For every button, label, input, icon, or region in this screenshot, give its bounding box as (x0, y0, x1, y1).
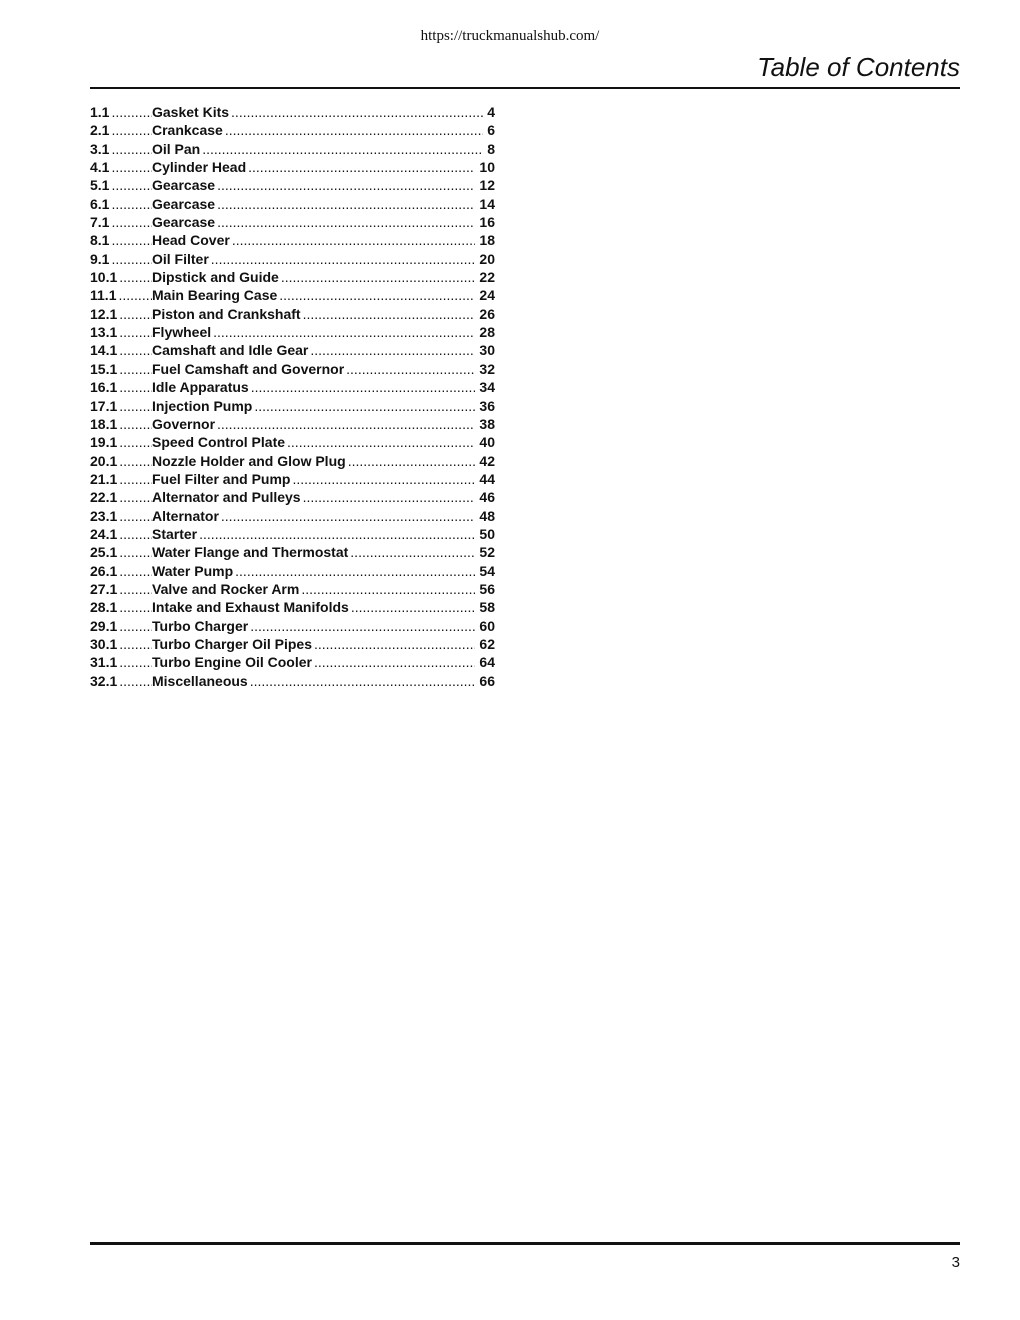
toc-entry-title: Camshaft and Idle Gear (152, 342, 309, 359)
toc-leader-dots (119, 507, 152, 525)
toc-leader-dots (119, 543, 152, 561)
toc-entry-page: 10 (479, 159, 495, 176)
toc-entry-number-group (90, 268, 152, 286)
toc-leader-dots (281, 268, 476, 286)
toc-entry[interactable] (90, 213, 495, 231)
toc-leader-dots (119, 452, 152, 470)
toc-entry-number-group (90, 121, 152, 139)
toc-leader-dots (119, 470, 152, 488)
toc-entry-number-group (90, 433, 152, 451)
toc-leader-dots (119, 653, 152, 671)
toc-entry-page: 28 (479, 324, 495, 341)
toc-entry-number: 30.1 (90, 635, 118, 652)
toc-entry[interactable] (90, 305, 495, 323)
toc-entry-number: 11.1 (90, 287, 117, 304)
toc-leader-dots (279, 286, 475, 304)
toc-entry[interactable] (90, 488, 495, 506)
toc-entry-number: 28.1 (90, 599, 118, 616)
footer-divider (90, 1242, 960, 1245)
toc-leader-dots (111, 121, 152, 139)
toc-entry-page: 62 (479, 635, 495, 652)
toc-leader-dots (119, 323, 152, 341)
toc-entry-page: 52 (479, 544, 495, 561)
toc-entry-title: Gearcase (152, 177, 216, 194)
toc-entry[interactable] (90, 323, 495, 341)
toc-entry-number-group (90, 305, 152, 323)
toc-entry-title: Turbo Charger (152, 617, 249, 634)
page-number: 3 (951, 1254, 960, 1271)
toc-entry[interactable] (90, 158, 495, 176)
toc-leader-dots (348, 452, 476, 470)
toc-entry-number: 3.1 (90, 140, 110, 157)
toc-entry-title: Idle Apparatus (152, 379, 249, 396)
toc-leader-dots (119, 488, 152, 506)
toc-entry-number-group (90, 470, 152, 488)
toc-entry[interactable] (90, 598, 495, 616)
toc-entry-number: 26.1 (90, 562, 118, 579)
toc-entry-number: 21.1 (90, 470, 118, 487)
toc-leader-dots (251, 378, 476, 396)
toc-entry[interactable] (90, 268, 495, 286)
toc-entry[interactable] (90, 103, 495, 121)
toc-entry-title: Alternator (152, 507, 219, 524)
page-title: Table of Contents (757, 52, 960, 82)
toc-entry-number: 7.1 (90, 214, 110, 231)
toc-entry-number: 15.1 (90, 360, 118, 377)
toc-entry-page: 38 (479, 415, 495, 432)
toc-entry-title: Main Bearing Case (152, 287, 278, 304)
toc-entry-page: 56 (479, 580, 495, 597)
toc-leader-dots (235, 562, 475, 580)
toc-entry-number: 23.1 (90, 507, 118, 524)
toc-leader-dots (310, 341, 475, 359)
toc-leader-dots (202, 140, 483, 158)
toc-entry-title: Flywheel (152, 324, 212, 341)
toc-entry-number: 12.1 (90, 305, 118, 322)
toc-leader-dots (119, 580, 152, 598)
toc-leader-dots (217, 415, 475, 433)
toc-leader-dots (111, 231, 152, 249)
toc-leader-dots (254, 397, 475, 415)
header-divider (90, 87, 960, 89)
toc-entry-number: 6.1 (90, 195, 110, 212)
toc-entry-page: 14 (479, 195, 495, 212)
toc-leader-dots (111, 176, 152, 194)
toc-leader-dots (119, 415, 152, 433)
toc-entry-number-group (90, 103, 152, 121)
toc-entry[interactable] (90, 470, 495, 488)
toc-entry-page: 48 (479, 507, 495, 524)
toc-leader-dots (119, 562, 152, 580)
toc-leader-dots (119, 617, 152, 635)
toc-entry[interactable] (90, 635, 495, 653)
toc-entry-number-group (90, 397, 152, 415)
toc-entry-page: 16 (479, 214, 495, 231)
toc-leader-dots (118, 286, 152, 304)
toc-leader-dots (301, 580, 475, 598)
toc-leader-dots (303, 488, 476, 506)
toc-entry-number: 16.1 (90, 379, 118, 396)
toc-entry-title: Dipstick and Guide (152, 269, 279, 286)
toc-leader-dots (119, 305, 152, 323)
toc-entry-page: 34 (479, 379, 495, 396)
toc-entry[interactable] (90, 562, 495, 580)
toc-entry-page: 18 (479, 232, 495, 249)
toc-entry-title: Injection Pump (152, 397, 253, 414)
toc-leader-dots (346, 360, 475, 378)
toc-entry-page: 58 (479, 599, 495, 616)
toc-entry-title: Water Flange and Thermostat (152, 544, 349, 561)
toc-entry-page: 6 (487, 122, 495, 139)
toc-entry-number: 5.1 (90, 177, 110, 194)
toc-entry-page: 24 (479, 287, 495, 304)
toc-entry-page: 40 (479, 434, 495, 451)
toc-leader-dots (199, 525, 475, 543)
toc-leader-dots (217, 176, 475, 194)
toc-entry-number-group (90, 525, 152, 543)
toc-entry[interactable] (90, 507, 495, 525)
toc-leader-dots (111, 103, 152, 121)
toc-entry[interactable] (90, 672, 495, 690)
toc-leader-dots (221, 507, 476, 525)
toc-entry[interactable] (90, 360, 495, 378)
toc-entry-title: Nozzle Holder and Glow Plug (152, 452, 346, 469)
toc-entry-number: 31.1 (90, 654, 118, 671)
toc-entry-number: 29.1 (90, 617, 118, 634)
toc-leader-dots (217, 195, 475, 213)
toc-entry-page: 44 (479, 470, 495, 487)
toc-entry-number-group (90, 507, 152, 525)
toc-leader-dots (119, 672, 152, 690)
toc-entry-number: 27.1 (90, 580, 118, 597)
toc-leader-dots (119, 378, 152, 396)
toc-entry-number-group (90, 250, 152, 268)
toc-entry-title: Speed Control Plate (152, 434, 286, 451)
toc-entry-number: 18.1 (90, 415, 118, 432)
toc-entry-number: 8.1 (90, 232, 110, 249)
toc-entry-number: 4.1 (90, 159, 110, 176)
toc-entry-number: 17.1 (90, 397, 118, 414)
toc-entry-number-group (90, 158, 152, 176)
toc-entry-page: 12 (479, 177, 495, 194)
toc-entry[interactable] (90, 415, 495, 433)
toc-entry-page: 32 (479, 360, 495, 377)
toc-entry-page: 66 (479, 672, 495, 689)
toc-entry-title: Oil Filter (152, 250, 209, 267)
toc-leader-dots (111, 250, 152, 268)
toc-entry-page: 8 (487, 140, 495, 157)
toc-entry-number: 10.1 (90, 269, 118, 286)
toc-entry-number-group (90, 231, 152, 249)
toc-leader-dots (119, 341, 152, 359)
toc-leader-dots (287, 433, 475, 451)
toc-entry-title: Piston and Crankshaft (152, 305, 301, 322)
toc-entry[interactable] (90, 617, 495, 635)
toc-entry-number-group (90, 360, 152, 378)
toc-entry-number-group (90, 323, 152, 341)
toc-entry-title: Fuel Camshaft and Governor (152, 360, 345, 377)
toc-entry[interactable] (90, 231, 495, 249)
toc-leader-dots (119, 360, 152, 378)
toc-entry-number-group (90, 543, 152, 561)
toc-entry[interactable] (90, 195, 495, 213)
toc-entry-number: 25.1 (90, 544, 118, 561)
toc-entry-number-group (90, 598, 152, 616)
toc-leader-dots (111, 213, 152, 231)
toc-entry-number: 19.1 (90, 434, 118, 451)
toc-leader-dots (232, 231, 476, 249)
toc-entry-number: 2.1 (90, 122, 110, 139)
toc-entry[interactable] (90, 525, 495, 543)
toc-leader-dots (213, 323, 475, 341)
toc-leader-dots (111, 158, 152, 176)
toc-entry-title: Crankcase (152, 122, 223, 139)
toc-leader-dots (119, 635, 152, 653)
toc-leader-dots (225, 121, 483, 139)
toc-leader-dots (248, 158, 475, 176)
toc-entry-number-group (90, 580, 152, 598)
toc-entry-title: Alternator and Pulleys (152, 489, 301, 506)
toc-entry-page: 42 (479, 452, 495, 469)
toc-entry-page: 54 (479, 562, 495, 579)
toc-leader-dots (119, 433, 152, 451)
toc-leader-dots (314, 653, 475, 671)
toc-entry-number: 13.1 (90, 324, 118, 341)
toc-entry-number-group (90, 176, 152, 194)
toc-entry-number-group (90, 378, 152, 396)
toc-leader-dots (250, 617, 475, 635)
toc-entry-title: Gasket Kits (152, 104, 230, 120)
toc-entry-number: 1.1 (90, 104, 110, 120)
toc-entry[interactable] (90, 653, 495, 671)
toc-entry-number-group (90, 195, 152, 213)
toc-entry-page: 30 (479, 342, 495, 359)
toc-leader-dots (119, 268, 152, 286)
toc-entry-number-group (90, 415, 152, 433)
toc-entry-page: 60 (479, 617, 495, 634)
toc-entry-title: Turbo Engine Oil Cooler (152, 654, 312, 671)
toc-leader-dots (350, 543, 475, 561)
toc-entry-title: Governor (152, 415, 216, 432)
toc-entry-title: Gearcase (152, 195, 216, 212)
toc-entry[interactable] (90, 378, 495, 396)
toc-leader-dots (303, 305, 476, 323)
toc-entry-page: 36 (479, 397, 495, 414)
toc-entry[interactable] (90, 452, 495, 470)
toc-entry-number-group (90, 341, 152, 359)
source-url: https://truckmanualshub.com/ (420, 28, 600, 44)
toc-entry-page: 46 (479, 489, 495, 506)
toc-entry[interactable] (90, 580, 495, 598)
toc-leader-dots (231, 103, 483, 121)
toc-entry-page: 4 (487, 104, 495, 120)
toc-entry-number-group (90, 140, 152, 158)
toc-entry[interactable] (90, 250, 495, 268)
toc-entry-title: Turbo Charger Oil Pipes (152, 635, 312, 652)
table-of-contents (90, 103, 495, 690)
toc-entry-number-group (90, 635, 152, 653)
toc-entry-title: Oil Pan (152, 140, 201, 157)
toc-leader-dots (217, 213, 475, 231)
toc-entry[interactable] (90, 433, 495, 451)
toc-entry-page: 50 (479, 525, 495, 542)
toc-entry-number-group (90, 562, 152, 580)
toc-leader-dots (111, 140, 152, 158)
toc-leader-dots (119, 598, 152, 616)
toc-entry-number: 32.1 (90, 672, 118, 689)
toc-entry-title: Intake and Exhaust Manifolds (152, 599, 349, 616)
toc-leader-dots (292, 470, 475, 488)
toc-entry[interactable] (90, 286, 495, 304)
toc-leader-dots (250, 672, 476, 690)
toc-entry-title: Cylinder Head (152, 159, 247, 176)
toc-entry-number: 14.1 (90, 342, 118, 359)
toc-entry-number-group (90, 672, 152, 690)
toc-leader-dots (111, 195, 152, 213)
toc-leader-dots (119, 525, 152, 543)
toc-entry-title: Fuel Filter and Pump (152, 470, 291, 487)
toc-entry[interactable] (90, 176, 495, 194)
toc-entry-number-group (90, 653, 152, 671)
toc-entry-number-group (90, 488, 152, 506)
toc-leader-dots (119, 397, 152, 415)
toc-entry-number: 22.1 (90, 489, 118, 506)
toc-entry[interactable] (90, 140, 495, 158)
toc-entry-number-group (90, 213, 152, 231)
toc-entry-number: 24.1 (90, 525, 118, 542)
toc-entry-title: Valve and Rocker Arm (152, 580, 300, 597)
toc-entry-title: Gearcase (152, 214, 216, 231)
toc-entry-title: Starter (152, 525, 198, 542)
toc-entry-number-group (90, 617, 152, 635)
toc-entry-number: 9.1 (90, 250, 110, 267)
toc-entry[interactable] (90, 341, 495, 359)
toc-entry-title: Head Cover (152, 232, 230, 249)
toc-entry[interactable] (90, 397, 495, 415)
toc-entry-number-group (90, 286, 152, 304)
toc-entry-page: 20 (479, 250, 495, 267)
toc-entry-page: 64 (479, 654, 495, 671)
toc-entry-title: Miscellaneous (152, 672, 248, 689)
toc-entry[interactable] (90, 121, 495, 139)
toc-entry-page: 22 (479, 269, 495, 286)
toc-entry-number-group (90, 452, 152, 470)
toc-leader-dots (351, 598, 476, 616)
toc-entry-page: 26 (479, 305, 495, 322)
toc-leader-dots (211, 250, 476, 268)
toc-entry-title: Water Pump (152, 562, 234, 579)
toc-entry[interactable] (90, 543, 495, 561)
toc-leader-dots (314, 635, 475, 653)
toc-entry-number: 20.1 (90, 452, 118, 469)
